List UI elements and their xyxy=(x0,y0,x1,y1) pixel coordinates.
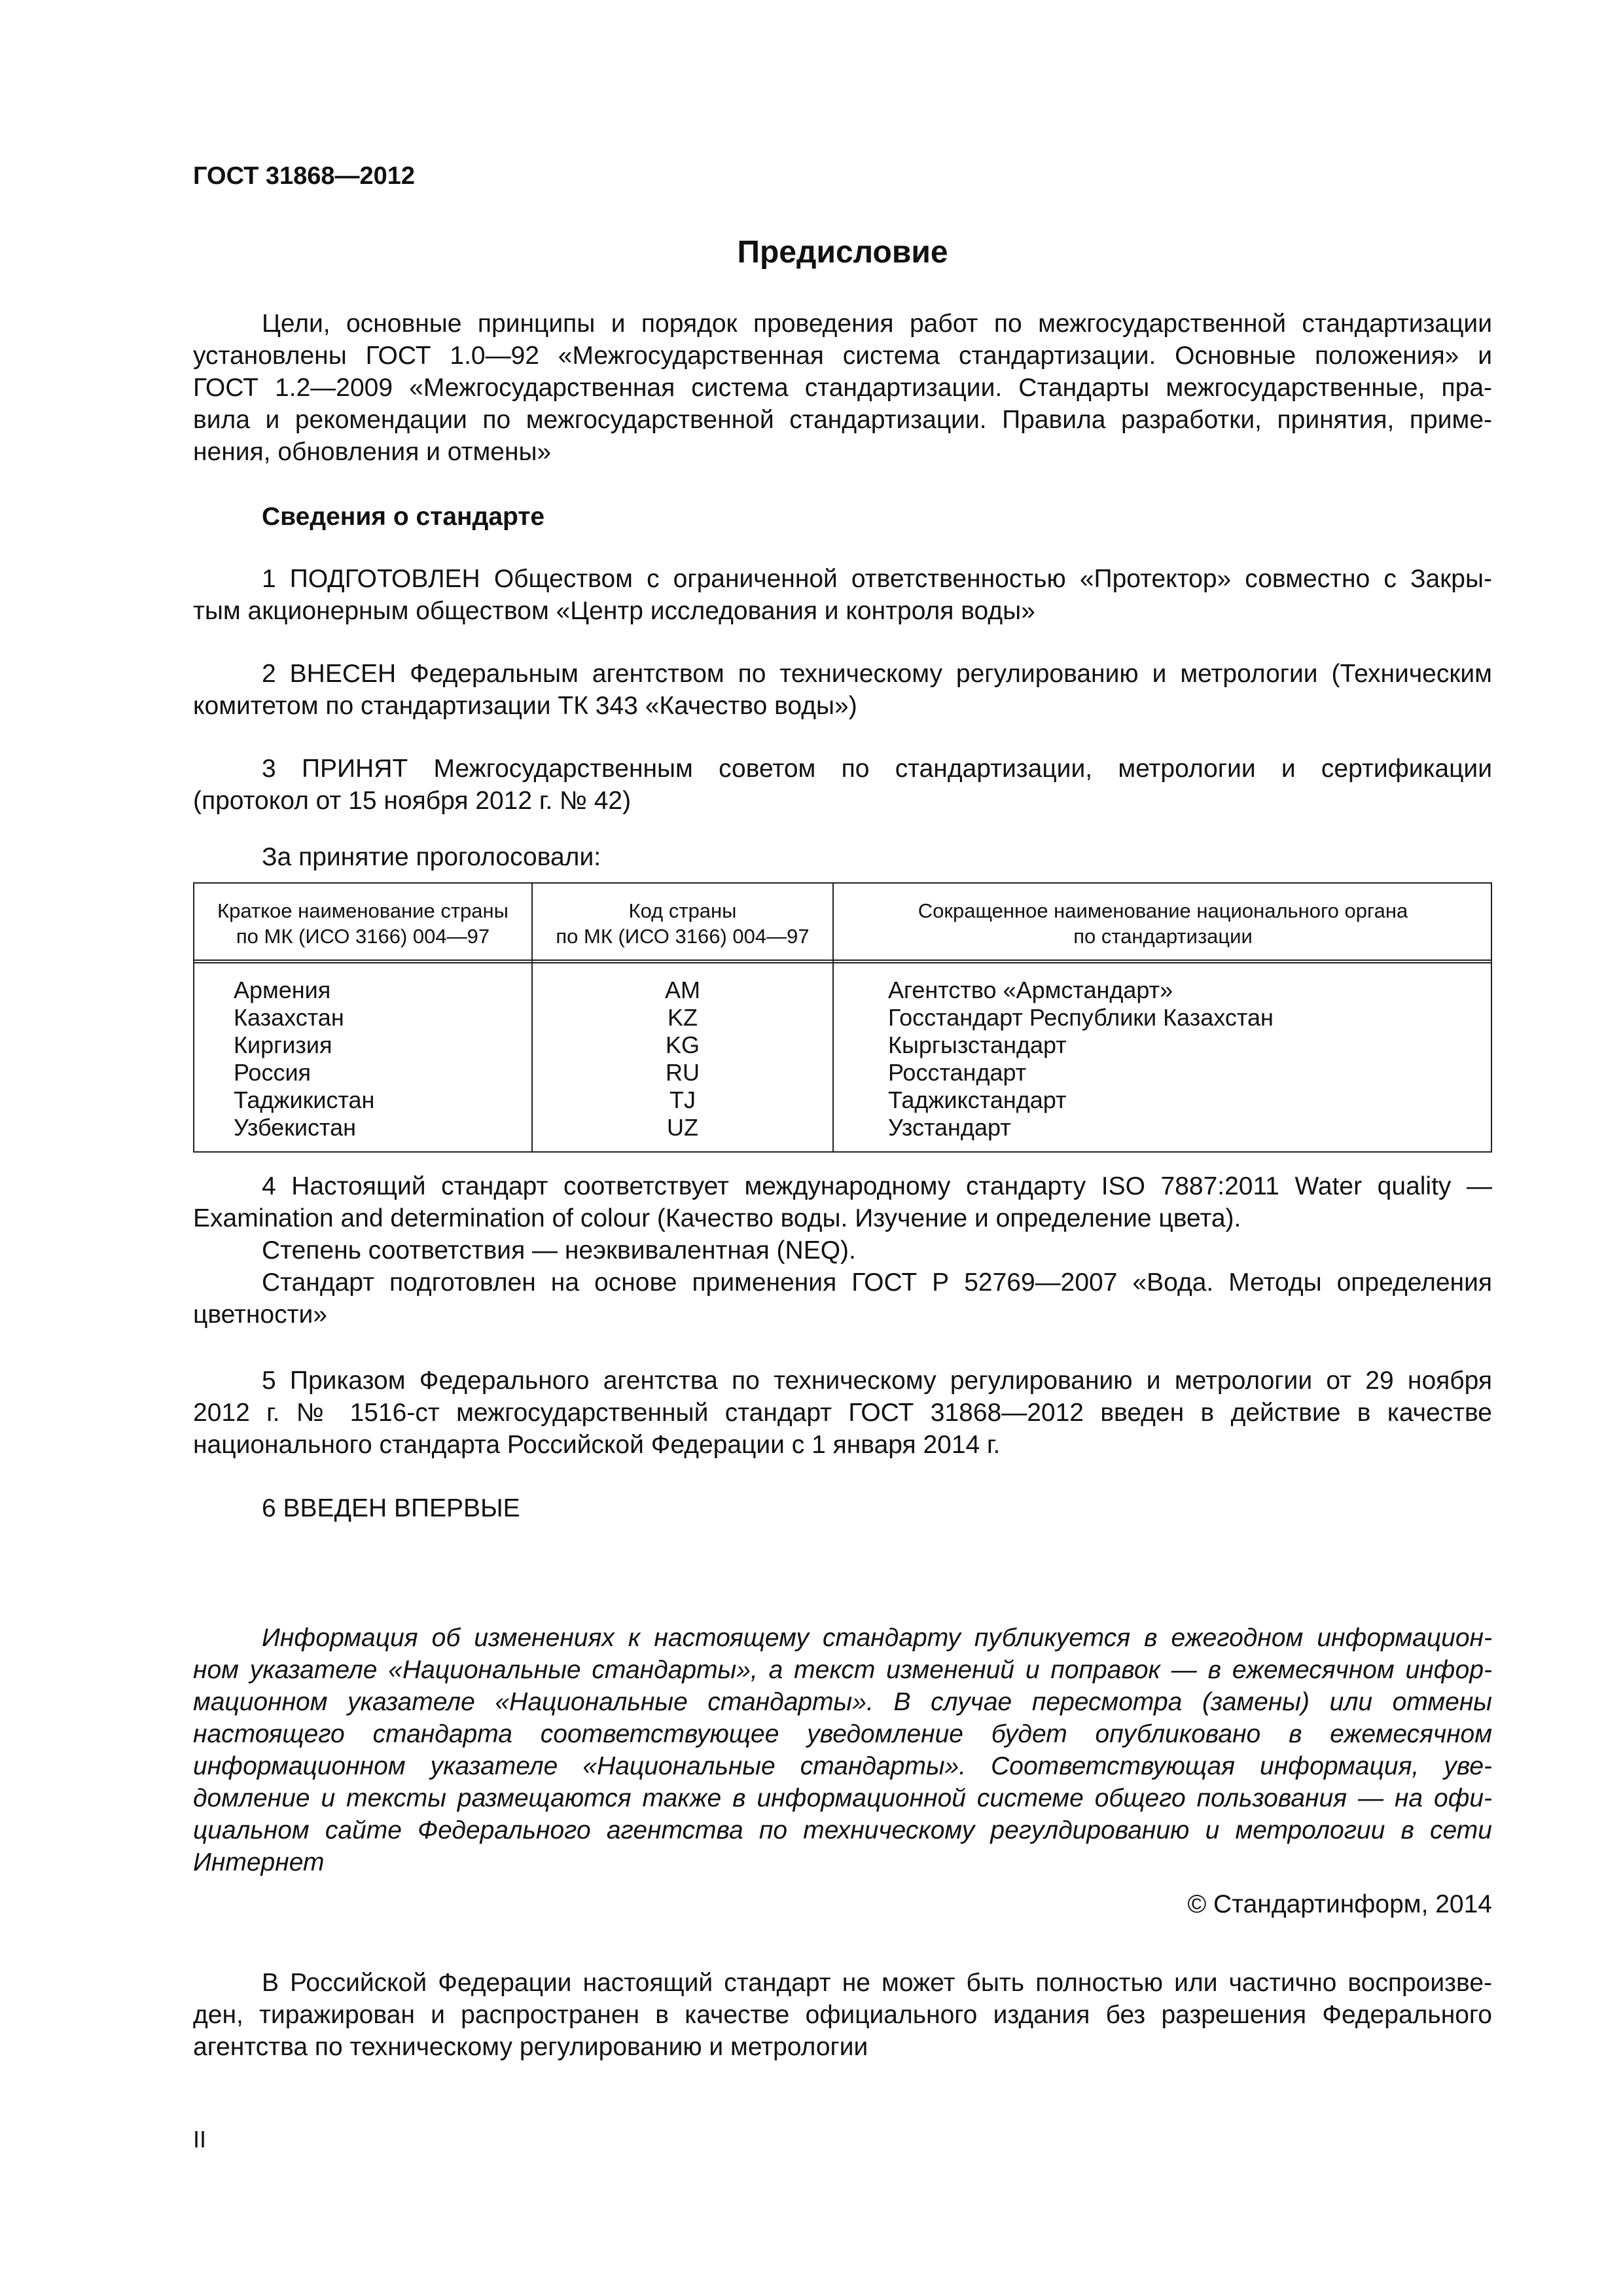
item-6-paragraph: 6 ВВЕДЕН ВПЕРВЫЕ xyxy=(262,1494,520,1522)
code-cell: AM xyxy=(665,977,700,1003)
text-line: Интернет xyxy=(193,1848,325,1876)
code-cell: TJ xyxy=(669,1086,696,1113)
item-2-paragraph xyxy=(193,658,1492,722)
header-country-code xyxy=(533,898,832,949)
code-cell: UZ xyxy=(667,1114,698,1141)
text-line: циальном сайте Федерального агентства по техническому регулдированию и метрологии в сети xyxy=(193,1816,1492,1844)
text-line: Стандарт подготовлен на основе применения ГОСТ Р 52769—2007 «Вода. Методы определения xyxy=(262,1268,1492,1297)
text-line: вила и рекомендации по межгосударственной стандартизации. Правила разработки, принятия, приме- xyxy=(193,406,1492,434)
header-line: Краткое наименование страны xyxy=(217,899,508,922)
text-line: настоящего стандарта соответствующее уведомление будет опубликовано в ежемесячном xyxy=(193,1720,1492,1748)
text-line: нения, обновления и отмены» xyxy=(193,438,552,466)
voting-table xyxy=(193,882,1492,1153)
text-line: установлены ГОСТ 1.0—92 «Межгосударственная система стандартизации. Основные положения» и xyxy=(193,342,1492,370)
text-line: Информация об изменениях к настоящему стандарту публикуется в ежегодном информацион- xyxy=(262,1624,1492,1652)
vote-label: За принятие проголосовали: xyxy=(262,843,601,871)
intro-paragraph xyxy=(193,308,1492,468)
text-line: 4 Настоящий стандарт соответствует международному стандарту ISO 7887:2011 Water quality — xyxy=(262,1172,1492,1200)
body-cell: Таджикстандарт xyxy=(888,1086,1067,1113)
copyright-notice: © Стандартинформ, 2014 xyxy=(1187,1890,1492,1918)
code-cell: KG xyxy=(665,1031,700,1058)
text-line: ГОСТ 1.2—2009 «Межгосударственная система стандартизации. Стандарты межгосударственные, пра- xyxy=(193,374,1492,402)
text-line: В Российской Федерации настоящий стандарт не может быть полностью или частично воспроизве- xyxy=(262,1969,1492,1997)
header-line: по стандартизации xyxy=(1073,925,1253,948)
header-country-name xyxy=(194,898,531,949)
country-cell: Таджикистан xyxy=(234,1086,375,1113)
code-cell: RU xyxy=(666,1059,700,1086)
header-line: по МК (ИСО 3166) 004—97 xyxy=(556,925,810,948)
text-line: 5 Приказом Федерального агентства по техническому регулированию и метрологии от 29 ноября xyxy=(262,1367,1492,1395)
text-line: информационном указателе «Национальные стандарты». Соответствующая информация, уве- xyxy=(193,1752,1492,1780)
code-cell: KZ xyxy=(667,1004,698,1031)
document-id: ГОСТ 31868—2012 xyxy=(193,162,416,190)
text-line: (протокол от 15 ноября 2012 г. № 42) xyxy=(193,787,632,815)
page-number: II xyxy=(193,2126,207,2153)
page-title: Предисловие xyxy=(737,235,948,270)
item-1-paragraph xyxy=(193,563,1492,627)
header-line: Сокращенное наименование национального органа xyxy=(918,899,1408,922)
body-column xyxy=(888,977,1274,1141)
country-cell: Узбекистан xyxy=(234,1114,357,1141)
text-line: комитетом по стандартизации ТК 343 «Качество воды») xyxy=(193,692,857,720)
country-cell: Россия xyxy=(234,1059,312,1086)
text-line: агентства по техническому регулированию и метрологии xyxy=(193,2033,868,2061)
body-cell: Узстандарт xyxy=(888,1114,1011,1141)
country-column xyxy=(234,977,374,1141)
header-line: по МК (ИСО 3166) 004—97 xyxy=(236,925,490,948)
item-3-paragraph xyxy=(193,753,1492,817)
text-line: ном указателе «Национальные стандарты», а текст изменений и поправок — в ежемесячном инфор- xyxy=(193,1656,1492,1684)
header-national-body xyxy=(834,898,1492,949)
text-line: 1 ПОДГОТОВЛЕН Обществом с ограниченной ответственностью «Протектор» совместно с Закры- xyxy=(262,565,1492,593)
body-cell: Кыргызстандарт xyxy=(888,1031,1067,1058)
text-line: мационном указателе «Национальные стандарты». В случае пересмотра (замены) или отмены xyxy=(193,1688,1492,1716)
text-line: Степень соответствия — неэквивалентная (NEQ). xyxy=(262,1236,856,1265)
text-line: домление и тексты размещаются также в информационной системе общего пользования — на офи- xyxy=(193,1784,1492,1812)
body-cell: Госстандарт Республики Казахстан xyxy=(888,1004,1274,1031)
text-line: Examination and determination of colour (Качество воды. Изучение и определение цвета). xyxy=(193,1204,1241,1232)
reproduction-notice xyxy=(193,1967,1492,2063)
text-line: национального стандарта Российской Федерации с 1 января 2014 г. xyxy=(193,1431,1001,1459)
code-column xyxy=(533,977,832,1141)
text-line: цветности» xyxy=(193,1300,327,1329)
text-line: 3 ПРИНЯТ Межгосударственным советом по стандартизации, метрологии и сертификации xyxy=(262,755,1492,783)
country-cell: Армения xyxy=(234,977,331,1003)
country-cell: Киргизия xyxy=(234,1031,332,1058)
body-cell: Росстандарт xyxy=(888,1059,1027,1086)
text-line: Цели, основные принципы и порядок проведения работ по межгосударственной стандартизации xyxy=(262,310,1492,338)
text-line: тым акционерным обществом «Центр исследования и контроля воды» xyxy=(193,597,1035,625)
text-line: 2 ВНЕСЕН Федеральным агентством по техническому регулированию и метрологии (Техническим xyxy=(262,660,1492,688)
country-cell: Казахстан xyxy=(234,1004,344,1031)
header-line: Код страны xyxy=(628,899,737,922)
item-4-paragraph xyxy=(193,1170,1492,1331)
information-notice xyxy=(193,1622,1492,1878)
item-5-paragraph xyxy=(193,1365,1492,1461)
text-line: 2012 г. № 1516-ст межгосударственный стандарт ГОСТ 31868—2012 введен в действие в качестве xyxy=(193,1399,1492,1427)
body-cell: Агентство «Армстандарт» xyxy=(888,977,1173,1003)
section-heading: Сведения о стандарте xyxy=(262,503,545,531)
text-line: ден, тиражирован и распространен в качестве официального издания без разрешения Федерального xyxy=(193,2001,1492,2029)
